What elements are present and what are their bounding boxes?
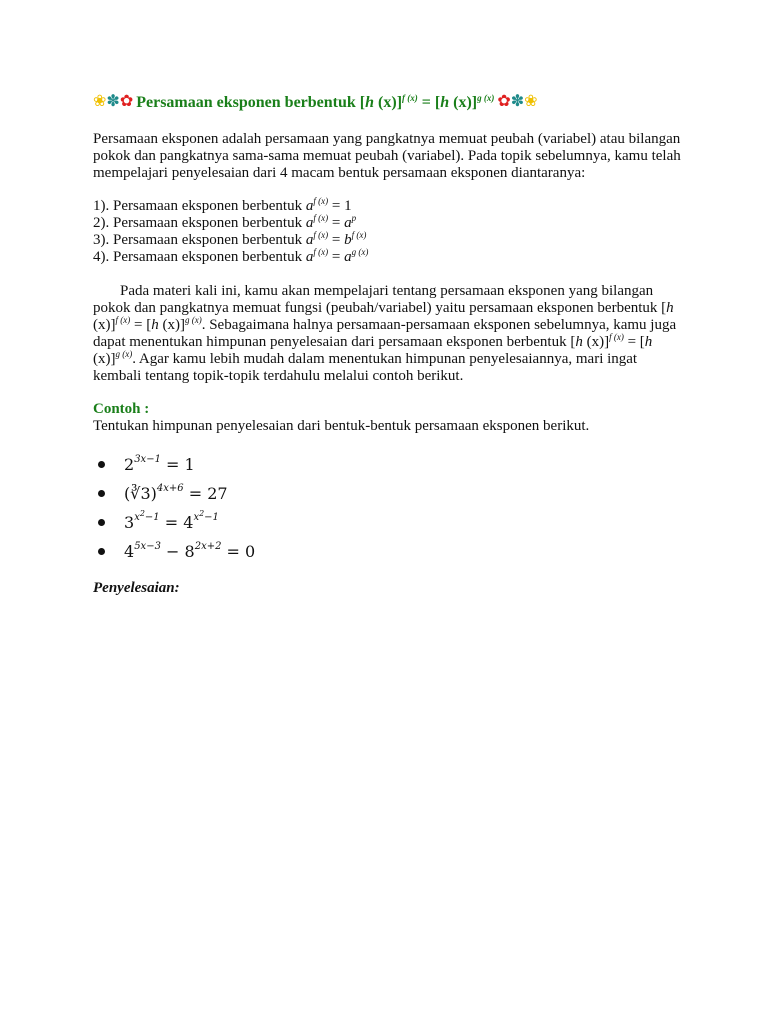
flower-yellow-icon: ❀	[524, 93, 538, 110]
equation-item-1: $2^{3x-1} = 1$	[93, 450, 683, 479]
penyelesaian-heading: Penyelesaian:	[93, 580, 180, 596]
flower-red-icon: ✿	[119, 93, 134, 110]
flower-teal-icon: ✽	[510, 93, 525, 110]
form-item-2: 2). Persamaan eksponen berbentuk $a^{f (x)} = a^p$	[93, 213, 357, 231]
intro-paragraph: Persamaan eksponen adalah persamaan yang pangkatnya memuat peubah (variabel) atau bilangan pokok dan pangkatnya sama-sama memuat peubah (variabel). Pada topik sebelumnya, kamu telah mempelajari penyelesaian dari 4 macam bentuk persamaan eksponen diantaranya:	[93, 131, 681, 181]
equation-item-2: (∛3)$^{4x+6}$ = 27	[93, 479, 683, 508]
form-item-3: 3). Persamaan eksponen berbentuk $a^{f (x)} = b^{f (x)}$	[93, 230, 367, 248]
body-paragraph: Pada materi kali ini, kamu akan mempelajari tentang persamaan eksponen yang bilangan pokok dan pangkatnya memuat fungsi (peubah/variabel) yaitu persamaan eksponen berbentuk [h (x)]$^{f (x)}$ = [h (x)]$^{g (x)}$. Sebagaimana halnya persamaan-persamaan eksponen sebelumnya, kamu juga dapat menentukan himpunan penyelesaian dari persamaan eksponen berbentuk [h (x)]$^{f (x)}$ = [h (x)]$^{g (x)}$. Agar kamu lebih mudah dalam menentukan himpunan penyelesaiannya, mari ingat kembali tentang topik-topik terdahulu melalui contoh berikut.	[93, 283, 677, 384]
bullet-icon	[98, 461, 105, 468]
equation-item-3: $3^{x^2-1} = 4^{x^2-1}$	[93, 508, 683, 537]
contoh-text: Tentukan himpunan penyelesaian dari bentuk-bentuk persamaan eksponen berikut.	[93, 418, 590, 434]
bullet-icon	[98, 519, 105, 526]
bullet-icon	[98, 548, 105, 555]
exponent-forms-list	[93, 198, 683, 266]
contoh-heading: Contoh :	[93, 401, 150, 417]
flower-red-icon: ✿	[497, 93, 511, 110]
form-item-1: 1). Persamaan eksponen berbentuk $a^{f (x)} = 1$	[93, 196, 352, 214]
equation-list	[93, 450, 683, 566]
document-page	[93, 91, 683, 597]
section-title	[93, 91, 683, 113]
bullet-icon	[98, 490, 105, 497]
form-item-4: 4). Persamaan eksponen berbentuk $a^{f (x)} = a^{g (x)}$	[93, 247, 369, 265]
title-text: Persamaan eksponen berbentuk [h (x)]$^{f (x)}$ = [h (x)]$^{g (x)}$	[136, 92, 495, 111]
flower-teal-icon: ✽	[106, 93, 120, 110]
flower-yellow-icon: ❀	[93, 93, 107, 110]
equation-item-4: $4^{5x-3} - 8^{2x+2} = 0$	[93, 537, 683, 566]
